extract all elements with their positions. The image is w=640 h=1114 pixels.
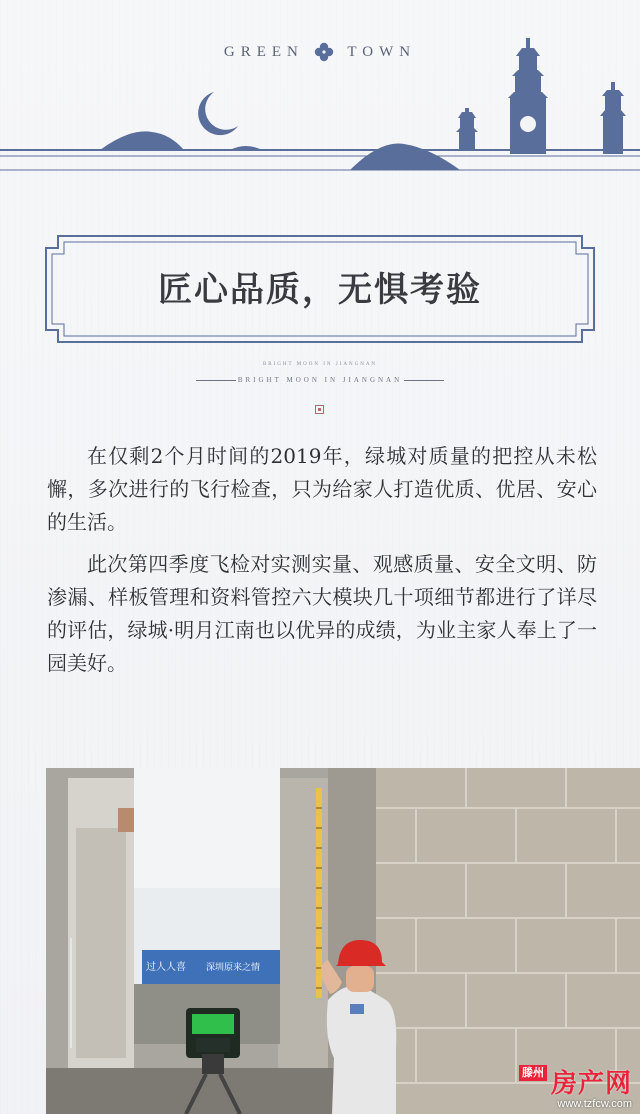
brand-left-text: GREEN	[223, 43, 304, 60]
pagoda-right	[600, 82, 626, 154]
page-title: 匠心品质，无惧考验	[158, 270, 482, 310]
header-illustration	[0, 0, 640, 180]
watermark	[521, 1063, 632, 1110]
mountain-left-shape	[100, 131, 184, 150]
subtitle-line-right	[404, 380, 444, 381]
measuring-pole	[316, 788, 322, 998]
article-body	[47, 440, 597, 689]
crescent-moon-icon	[198, 92, 238, 135]
clover-icon	[314, 42, 334, 62]
watermark-url: www.tzfcw.com	[557, 1098, 632, 1110]
watermark-city: 滕州	[519, 1065, 547, 1081]
watermark-brand: 房产网	[550, 1068, 632, 1098]
subtitle-en-small: BRIGHT MOON IN JIANGNAN	[262, 362, 378, 367]
sign-text-2: 深圳原来之情	[206, 963, 261, 973]
subtitle-en: BRIGHT MOON IN JIANGNAN	[237, 376, 403, 384]
paragraph-1: 在仅剩2个月时间的2019年，绿城对质量的把控从未松懈，多次进行的飞行检查，只为给家人打造优质、优居、安心的生活。	[47, 444, 597, 534]
seal-icon	[315, 405, 324, 414]
sign-text-1: 过人人喜	[146, 962, 186, 973]
brand-logo	[0, 42, 640, 62]
paragraph-2: 此次第四季度飞检对实测实量、观感质量、安全文明、防渗漏、样板管理和资料管控六大模块几十项细节都进行了详尽的评估，绿城·明月江南也以优异的成绩，为业主家人奉上了一园美好。	[47, 552, 597, 675]
pagoda-small-left	[456, 108, 478, 150]
mountain-right-shape	[350, 144, 460, 170]
construction-photo	[46, 768, 640, 1114]
brand-right-text: TOWN	[347, 43, 417, 60]
